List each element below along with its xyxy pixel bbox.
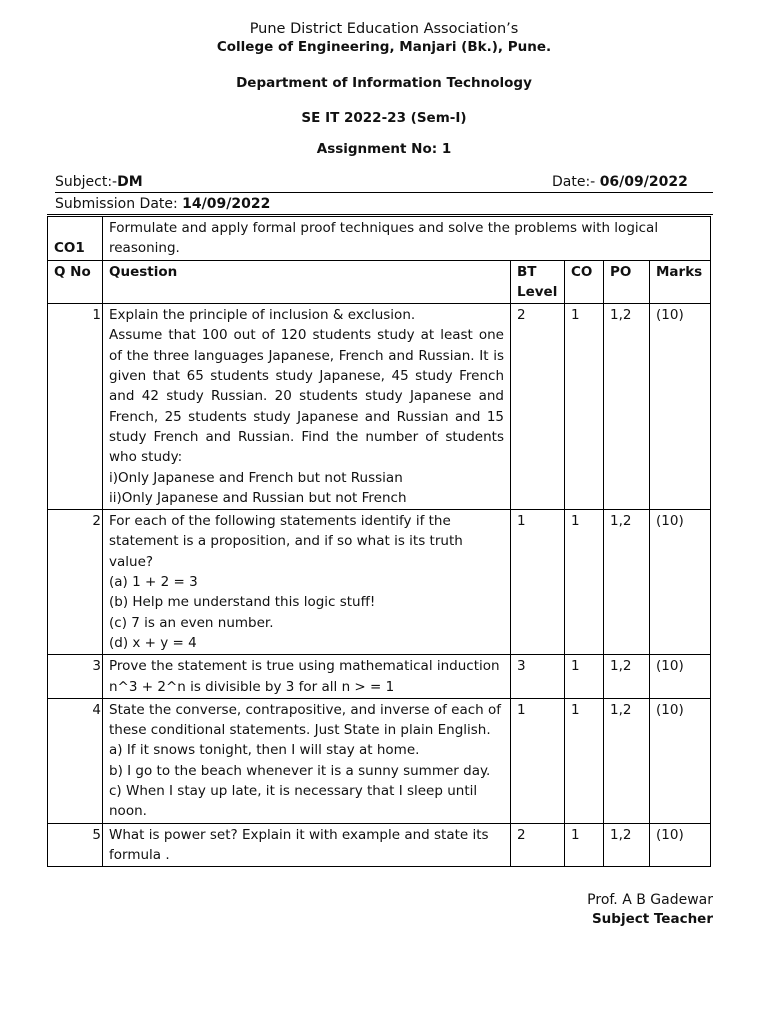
co-value: 1 xyxy=(565,655,604,699)
subject-date-row xyxy=(55,172,713,193)
question-text xyxy=(103,655,511,699)
table-row xyxy=(48,304,711,510)
class-title: SE IT 2022-23 (Sem-I) xyxy=(301,110,467,126)
question-line: (c) 7 is an even number. xyxy=(109,614,274,631)
bt-level: 1 xyxy=(511,510,565,655)
question-line: c) When I stay up late, it is necessary that I sleep until noon. xyxy=(109,783,478,820)
table-row xyxy=(48,698,711,823)
co-value: 1 xyxy=(565,510,604,655)
college-name: College of Engineering, Manjari (Bk.), Pune. xyxy=(216,39,552,55)
marks-value: (10) xyxy=(650,698,711,823)
submission-value: 14/09/2022 xyxy=(182,196,271,212)
co-value: 1 xyxy=(565,823,604,867)
bt-level: 1 xyxy=(511,698,565,823)
question-line: Prove the statement is true using mathematical induction xyxy=(109,658,500,675)
submission-label: Submission Date: xyxy=(55,196,183,212)
question-line: (a) 1 + 2 = 3 xyxy=(109,574,198,591)
col-po: PO xyxy=(604,260,650,304)
question-line: a) If it snows tonight, then I will stay at home. xyxy=(109,742,420,759)
association-name: Pune District Education Association’s xyxy=(249,21,519,37)
question-line: What is power set? Explain it with example and state its formula . xyxy=(109,826,489,863)
question-line: (b) Help me understand this logic stuff! xyxy=(109,594,376,611)
po-value: 1,2 xyxy=(604,510,650,655)
question-line: b) I go to the beach whenever it is a sunny summer day. xyxy=(109,762,491,779)
marks-value: (10) xyxy=(650,823,711,867)
question-number: 5 xyxy=(48,823,103,867)
question-text xyxy=(103,698,511,823)
assignment-title: Assignment No: 1 xyxy=(316,141,452,157)
question-number: 1 xyxy=(48,304,103,510)
department-name: Department of Information Technology xyxy=(236,75,532,91)
question-line: For each of the following statements identify if the statement is a proposition, and if so what is its truth value? xyxy=(109,513,463,570)
subject-label: Subject:- xyxy=(55,174,118,190)
question-text xyxy=(103,510,511,655)
col-question: Question xyxy=(103,260,511,304)
marks-value: (10) xyxy=(650,304,711,510)
subject-field xyxy=(55,174,143,190)
question-line: ii)Only Japanese and Russian but not French xyxy=(109,489,407,506)
question-text xyxy=(103,304,511,510)
col-co: CO xyxy=(565,260,604,304)
table-row xyxy=(48,823,711,867)
table-row xyxy=(48,655,711,699)
subject-value: DM xyxy=(117,174,143,190)
col-bt-level: BT Level xyxy=(511,260,565,304)
header-row xyxy=(48,260,711,304)
teacher-title: Subject Teacher xyxy=(591,911,713,927)
co-row xyxy=(48,217,711,261)
co-value: 1 xyxy=(565,698,604,823)
submission-row xyxy=(47,194,713,215)
question-line: State the converse, contrapositive, and inverse of each of these conditional statements. Just State in plain English. xyxy=(109,701,502,739)
question-line: i)Only Japanese and French but not Russian xyxy=(109,469,403,486)
co-text: Formulate and apply formal proof techniques and solve the problems with logical reasoning. xyxy=(103,217,711,261)
bt-level: 3 xyxy=(511,655,565,699)
marks-value: (10) xyxy=(650,655,711,699)
date-value: 06/09/2022 xyxy=(599,174,688,190)
table-row xyxy=(48,510,711,655)
assignment-table xyxy=(47,216,711,867)
col-qno: Q No xyxy=(48,260,103,304)
date-label: Date:- xyxy=(552,174,600,190)
po-value: 1,2 xyxy=(604,304,650,510)
date-field xyxy=(552,174,688,190)
col-marks: Marks xyxy=(650,260,711,304)
co-label: CO1 xyxy=(48,217,103,261)
question-line: Explain the principle of inclusion & exclusion. xyxy=(109,307,416,324)
question-line: Assume that 100 out of 120 students study at least one of the three languages Japanese, French and Russian. It is given that 65 students study Japanese, 45 study French and 42 study Russian. 20 students study Japanese and French, 25 students study Japanese and Russian and 15 study French and Russian. Find the number of students who study: xyxy=(109,327,504,466)
question-line: (d) x + y = 4 xyxy=(109,634,197,651)
question-line: n^3 + 2^n is divisible by 3 for all n > = 1 xyxy=(109,678,395,695)
teacher-name: Prof. A B Gadewar xyxy=(587,892,713,908)
po-value: 1,2 xyxy=(604,655,650,699)
question-number: 4 xyxy=(48,698,103,823)
bt-level: 2 xyxy=(511,823,565,867)
po-value: 1,2 xyxy=(604,823,650,867)
submission-field xyxy=(55,196,270,212)
po-value: 1,2 xyxy=(604,698,650,823)
question-text xyxy=(103,823,511,867)
marks-value: (10) xyxy=(650,510,711,655)
question-number: 2 xyxy=(48,510,103,655)
co-value: 1 xyxy=(565,304,604,510)
question-number: 3 xyxy=(48,655,103,699)
bt-level: 2 xyxy=(511,304,565,510)
